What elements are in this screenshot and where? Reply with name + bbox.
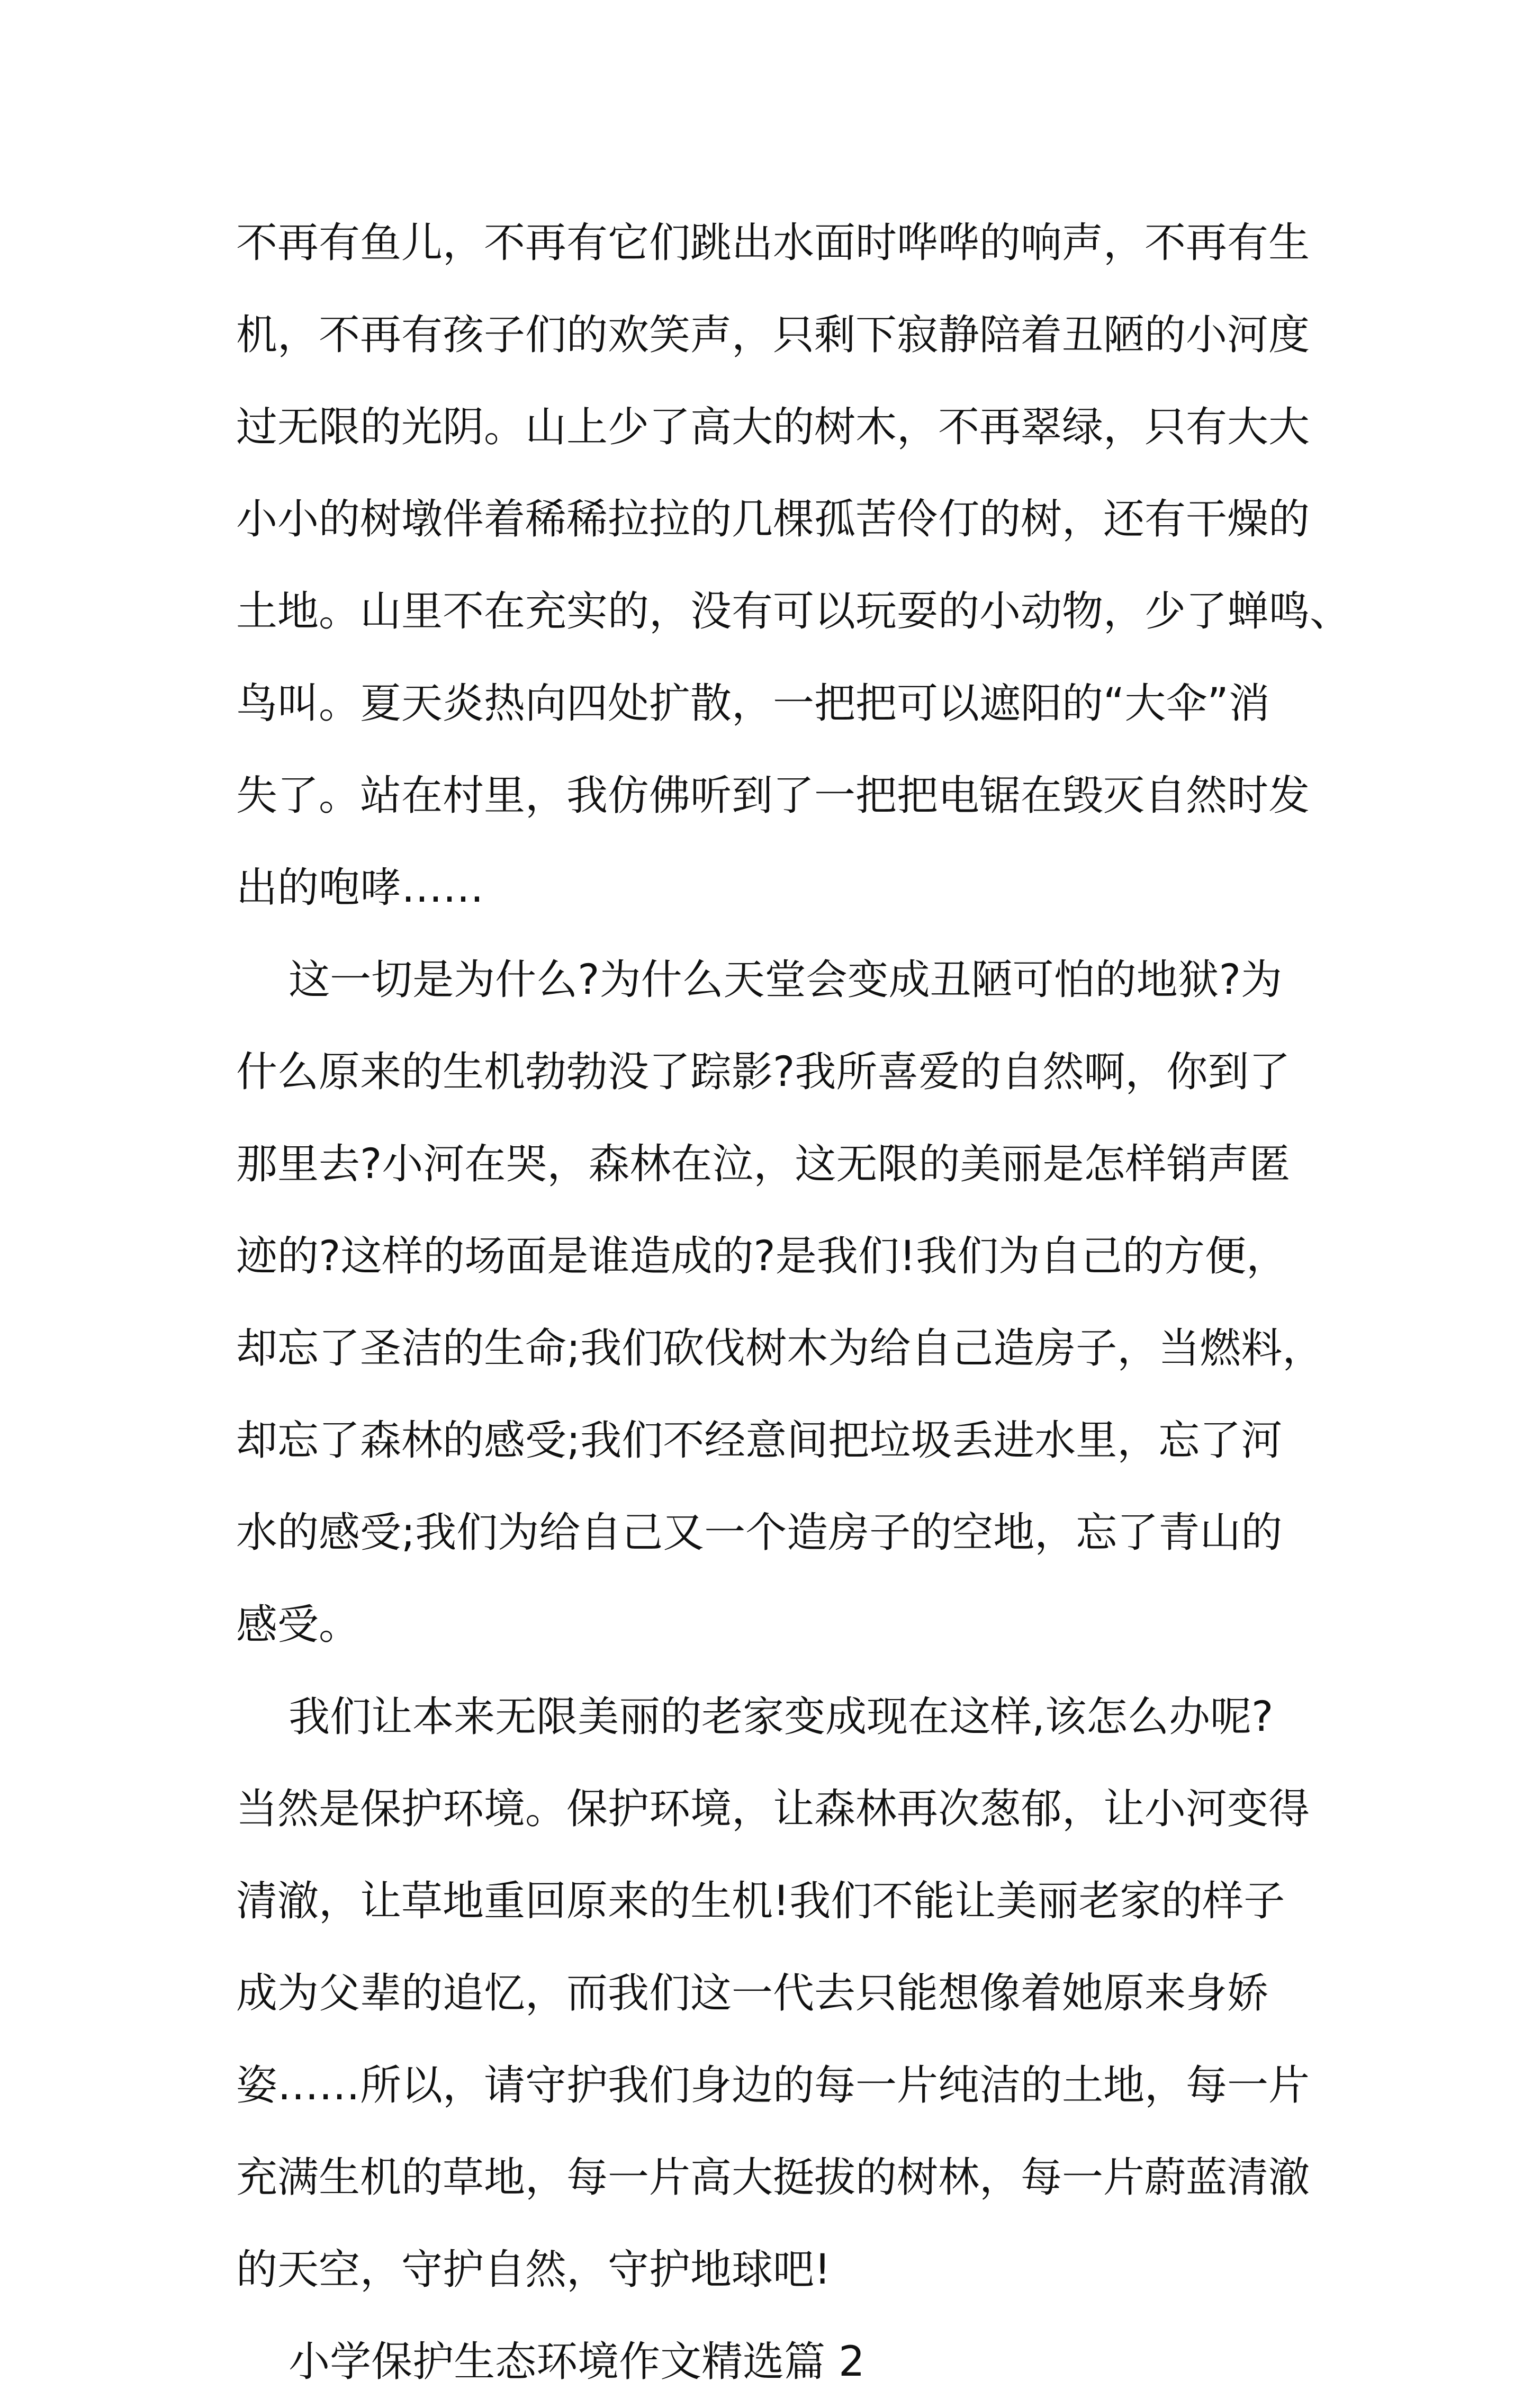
paragraph-2-line-6: 却忘了森林的感受;我们不经意间把垃圾丢进水里，忘了河 (236, 1417, 1283, 1464)
paragraph-1-line-8: 出的咆哮…… (236, 864, 484, 912)
paragraph-1-line-4: 小小的树墩伴着稀稀拉拉的几棵孤苦伶仃的树，还有干燥的 (236, 496, 1310, 543)
paragraph-3-line-2: 当然是保护环境。保护环境，让森林再次葱郁，让小河变得 (236, 1785, 1310, 1833)
paragraph-2-line-4: 迹的?这样的场面是谁造成的?是我们!我们为自己的方便， (236, 1233, 1288, 1280)
paragraph-2-line-3: 那里去?小河在哭，森林在泣，这无限的美丽是怎样销声匿 (236, 1140, 1291, 1188)
paragraph-2-line-1: 这一切是为什么?为什么天堂会变成丑陋可怕的地狱?为 (236, 956, 1282, 1004)
paragraph-3-line-4: 成为父辈的追忆，而我们这一代去只能想像着她原来身娇 (236, 1970, 1269, 2017)
paragraph-1-line-1: 不再有鱼儿，不再有它们跳出水面时哗哗的响声，不再有生 (236, 219, 1310, 267)
paragraph-1-line-7: 失了。站在村里，我仿佛听到了一把把电锯在毁灭自然时发 (236, 772, 1310, 820)
paragraph-3-line-5: 姿……所以，请守护我们身边的每一片纯洁的土地，每一片 (236, 2062, 1310, 2109)
paragraph-2-line-5: 却忘了圣洁的生命;我们砍伐树木为给自己造房子，当燃料， (236, 1325, 1324, 1372)
paragraph-1-line-3: 过无限的光阴。山上少了高大的树木，不再翠绿，只有大大 (236, 403, 1310, 451)
paragraph-2-line-8: 感受。 (236, 1601, 361, 1649)
document-body (236, 197, 1351, 2408)
paragraph-1-line-6: 鸟叫。夏天炎热向四处扩散，一把把可以遮阳的“大伞”消 (236, 680, 1270, 727)
paragraph-1-line-2: 机，不再有孩子们的欢笑声，只剩下寂静陪着丑陋的小河度 (236, 311, 1310, 359)
paragraph-2-line-7: 水的感受;我们为给自己又一个造房子的空地，忘了青山的 (236, 1509, 1283, 1557)
paragraph-2-line-2: 什么原来的生机勃勃没了踪影?我所喜爱的自然啊，你到了 (236, 1048, 1291, 1096)
paragraph-3-line-3: 清澈，让草地重回原来的生机!我们不能让美丽老家的样子 (236, 1877, 1285, 1925)
paragraph-3-line-7: 的天空，守护自然，守护地球吧! (236, 2246, 831, 2294)
paragraph-3-line-1: 我们让本来无限美丽的老家变成现在这样,该怎么办呢? (236, 1693, 1274, 1741)
paragraph-1-line-5: 土地。山里不在充实的，没有可以玩耍的小动物，少了蝉鸣、 (236, 588, 1351, 635)
section-heading: 小学保护生态环境作文精选篇 2 (236, 2338, 865, 2386)
paragraph-3-line-6: 充满生机的草地，每一片高大挺拔的树林，每一片蔚蓝清澈 (236, 2154, 1310, 2202)
